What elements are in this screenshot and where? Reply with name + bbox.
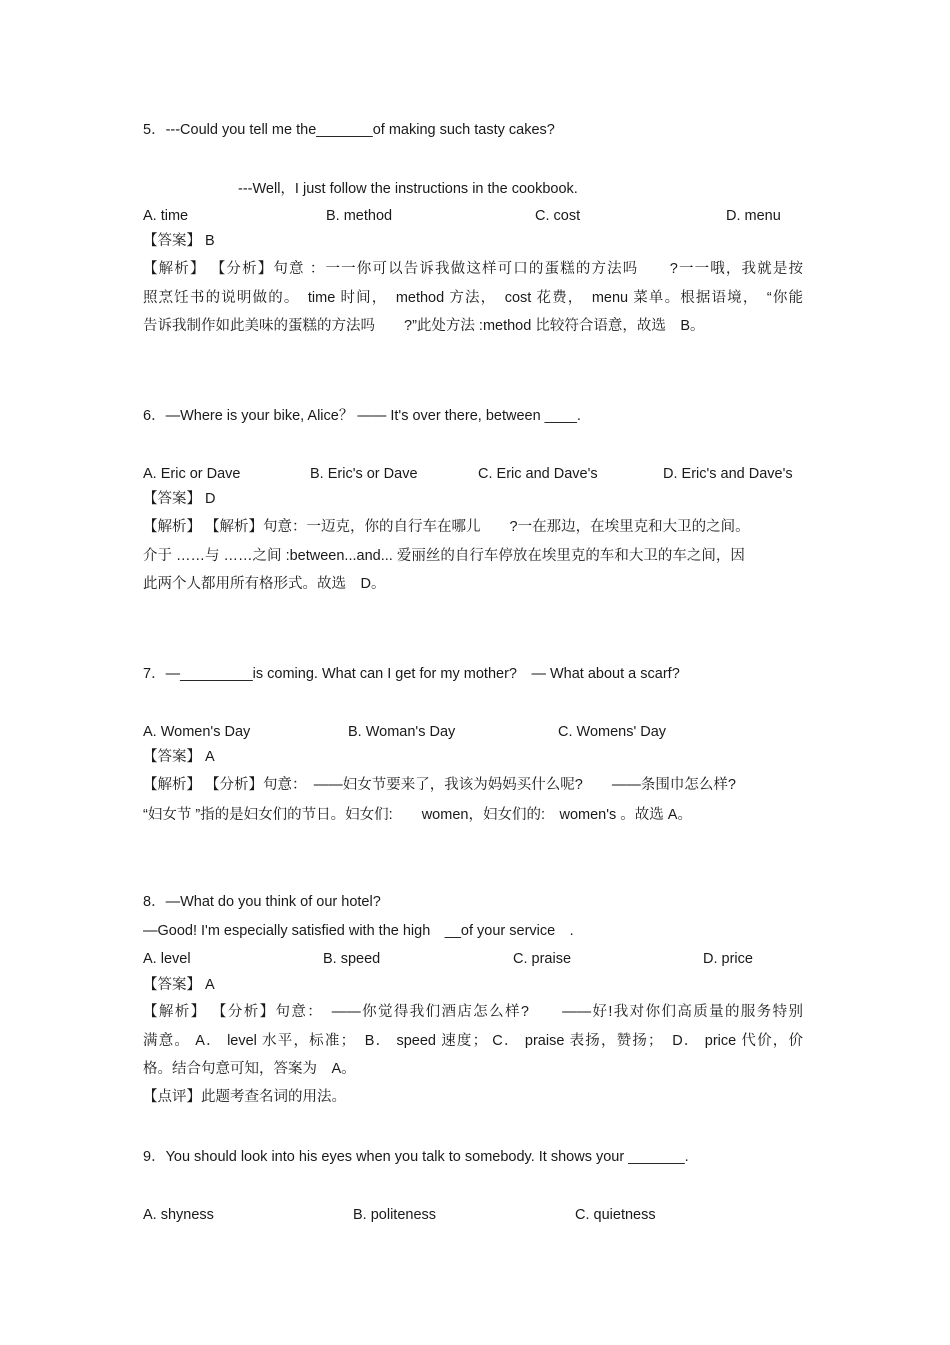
question-5-option-d: D. menu — [726, 208, 781, 224]
question-8-option-c: C. praise — [513, 951, 572, 967]
question-8-option-b: B. speed — [323, 951, 381, 967]
question-5-reply: ---Well，I just follow the instructions in the cookbook. — [238, 181, 578, 197]
question-8-answer: 【答案】 A — [143, 977, 215, 993]
question-7-option-a: A. Women's Day — [143, 724, 251, 740]
question-5-analysis-line-3: 告诉我制作如此美味的蛋糕的方法吗 ?”此处方法 :method 比较符合语意，故选 B。 — [143, 318, 705, 334]
question-5-answer: 【答案】 B — [143, 233, 215, 249]
question-6-analysis-line-1: 【解析】 【解析】句意：一迈克，你的自行车在哪儿 ?一在那边，在埃里克和大卫的之间。 — [143, 519, 750, 535]
question-6-option-a: A. Eric or Dave — [143, 466, 241, 482]
question-5-option-b: B. method — [326, 208, 393, 224]
question-7-option-c: C. Womens' Day — [558, 724, 667, 740]
question-5-option-a: A. time — [143, 208, 189, 224]
question-8-option-d: D. price — [703, 951, 753, 967]
question-8-comment: 【点评】此题考查名词的用法。 — [143, 1089, 346, 1105]
question-8-analysis-line-1: 【解析】 【分析】句意： ——你觉得我们酒店怎么样? ——好!我对你们高质量的服务特别 — [143, 1004, 803, 1020]
question-8-reply: —Good! I'm especially satisfied with the high __of your service . — [143, 923, 574, 939]
question-6-option-d: D. Eric's and Dave's — [663, 466, 793, 482]
question-7-stem: 7．—_________is coming. What can I get for my mother? — What about a scarf? — [143, 666, 680, 682]
question-6-answer: 【答案】 D — [143, 491, 216, 507]
question-5-stem: 5．---Could you tell me the_______of making such tasty cakes? — [143, 122, 555, 138]
question-5-analysis-line-1: 【解析】 【分析】句意 ：一一你可以告诉我做这样可口的蛋糕的方法吗 ?一一哦，我就是按 — [143, 261, 803, 277]
question-5-analysis-line-2: 照烹饪书的说明做的。 time 时间， method 方法， cost 花费， menu 菜单。根据语境， “你能 — [143, 290, 803, 306]
question-8-analysis-line-2: 满意。 A． level 水平，标准； B． speed 速度； C． praise 表扬，赞扬； D． price 代价，价 — [143, 1033, 803, 1049]
question-9-option-c: C. quietness — [575, 1207, 656, 1223]
question-6-analysis-line-2: 介于 ……与 ……之间 :between...and... 爱丽丝的自行车停放在埃里克的车和大卫的车之间，因 — [143, 548, 745, 564]
question-7-option-b: B. Woman's Day — [348, 724, 456, 740]
question-6-option-c: C. Eric and Dave's — [478, 466, 598, 482]
question-9-option-a: A. shyness — [143, 1207, 214, 1223]
question-7-analysis-line-2: “妇女节 ”指的是妇女们的节日。妇女们: women，妇女们的: women's 。故选 A。 — [143, 807, 692, 823]
question-7-answer: 【答案】 A — [143, 749, 215, 765]
question-9-option-b: B. politeness — [353, 1207, 437, 1223]
question-8-analysis-line-3: 格。结合句意可知，答案为 A。 — [143, 1061, 356, 1077]
question-6-option-b: B. Eric's or Dave — [310, 466, 418, 482]
question-5-option-c: C. cost — [535, 208, 581, 224]
question-6-analysis-line-3: 此两个人都用所有格形式。故选 D。 — [143, 576, 386, 592]
question-7-analysis-line-1: 【解析】 【分析】句意： ——妇女节要来了，我该为妈妈买什么呢? ——条围巾怎么样? — [143, 777, 736, 793]
question-9-stem: 9．You should look into his eyes when you talk to somebody. It shows your _______. — [143, 1149, 689, 1165]
question-6-stem: 6．—Where is your bike, Alice？ —— It's over there, between ____. — [143, 408, 581, 424]
question-8-stem: 8．—What do you think of our hotel? — [143, 894, 381, 910]
question-8-option-a: A. level — [143, 951, 191, 967]
